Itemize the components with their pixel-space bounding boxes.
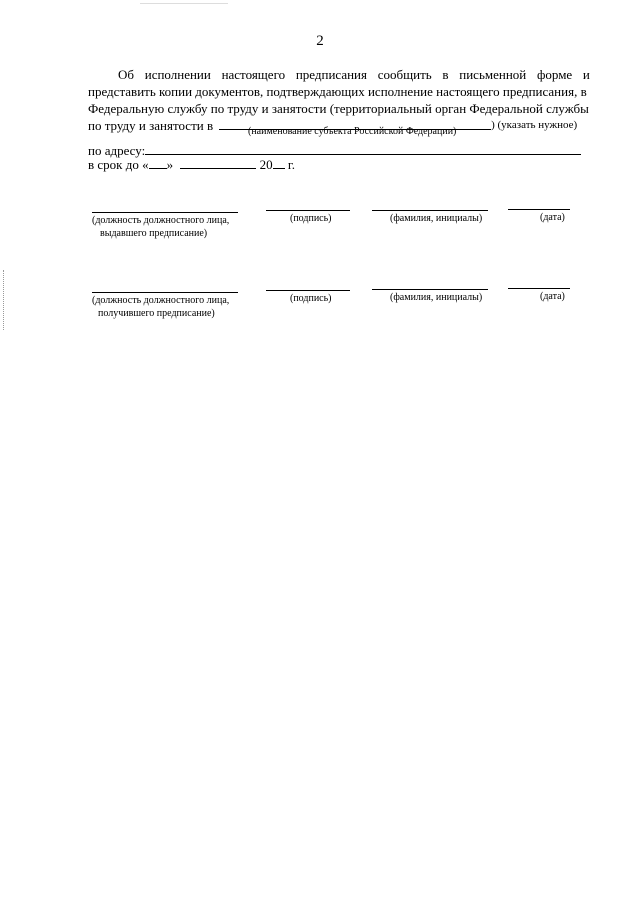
recipient-signature-line[interactable] <box>266 290 350 291</box>
paragraph-line-2 <box>88 83 590 100</box>
paragraph-word: в <box>442 67 449 82</box>
region-suffix: ) (указать нужное) <box>491 119 578 131</box>
paragraph-word: предписания <box>295 67 367 82</box>
recipient-date-line[interactable] <box>508 288 570 289</box>
scan-edge-marks <box>3 270 6 330</box>
recipient-name-caption: (фамилия, инициалы) <box>390 292 483 303</box>
deadline-year-field[interactable] <box>273 156 285 169</box>
paragraph-word: настоящего <box>221 67 286 82</box>
region-caption: (наименование субъекта Российской Федерации) <box>248 126 457 137</box>
scan-top-rule <box>140 3 228 4</box>
recipient-position-caption-1: (должность должностного лица, <box>92 295 230 306</box>
deadline-close-quote: » <box>166 157 174 172</box>
paragraph-line-2-text: представить копии документов, подтверждающих исполнение настоящего предписания, в <box>88 84 587 99</box>
paragraph-word: сообщить <box>377 67 432 82</box>
recipient-name-line[interactable] <box>372 289 488 290</box>
issuer-date-line[interactable] <box>508 209 570 210</box>
page-number: 2 <box>316 33 324 49</box>
instruction-paragraph <box>88 66 590 134</box>
deadline-row <box>88 156 295 173</box>
issuer-position-caption-1: (должность должностного лица, <box>92 215 230 226</box>
issuer-name-line[interactable] <box>372 210 488 211</box>
issuer-name-caption: (фамилия, инициалы) <box>390 213 483 224</box>
paragraph-word: и <box>582 67 590 82</box>
paragraph-word: исполнении <box>144 67 211 82</box>
issuer-signature-caption: (подпись) <box>290 213 332 224</box>
deadline-prefix: в срок до « <box>88 157 149 172</box>
issuer-position-caption-2: выдавшего предписание) <box>100 228 208 239</box>
recipient-signature-caption: (подпись) <box>290 293 332 304</box>
paragraph-line-1 <box>88 66 590 83</box>
deadline-day-field[interactable] <box>149 156 167 169</box>
issuer-date-caption: (дата) <box>540 212 565 223</box>
paragraph-line-3 <box>88 100 590 117</box>
recipient-date-caption: (дата) <box>540 291 565 302</box>
deadline-year-suffix: г. <box>287 157 295 172</box>
address-field[interactable] <box>145 142 581 155</box>
region-prefix: по труду и занятости в <box>88 118 214 133</box>
deadline-year-prefix: 20 <box>259 157 273 172</box>
recipient-position-line[interactable] <box>92 292 238 293</box>
issuer-signature-line[interactable] <box>266 210 350 211</box>
issuer-position-line[interactable] <box>92 212 238 213</box>
address-label: по адресу: <box>88 143 146 158</box>
recipient-position-caption-2: получившего предписание) <box>98 308 215 319</box>
deadline-month-field[interactable] <box>180 156 256 169</box>
paragraph-word: Об <box>118 67 135 82</box>
paragraph-line-3-text: Федеральную службу по труду и занятости (территориальный орган Федеральной службы <box>88 101 589 116</box>
paragraph-word: форме <box>536 67 573 82</box>
paragraph-word: письменной <box>459 67 527 82</box>
